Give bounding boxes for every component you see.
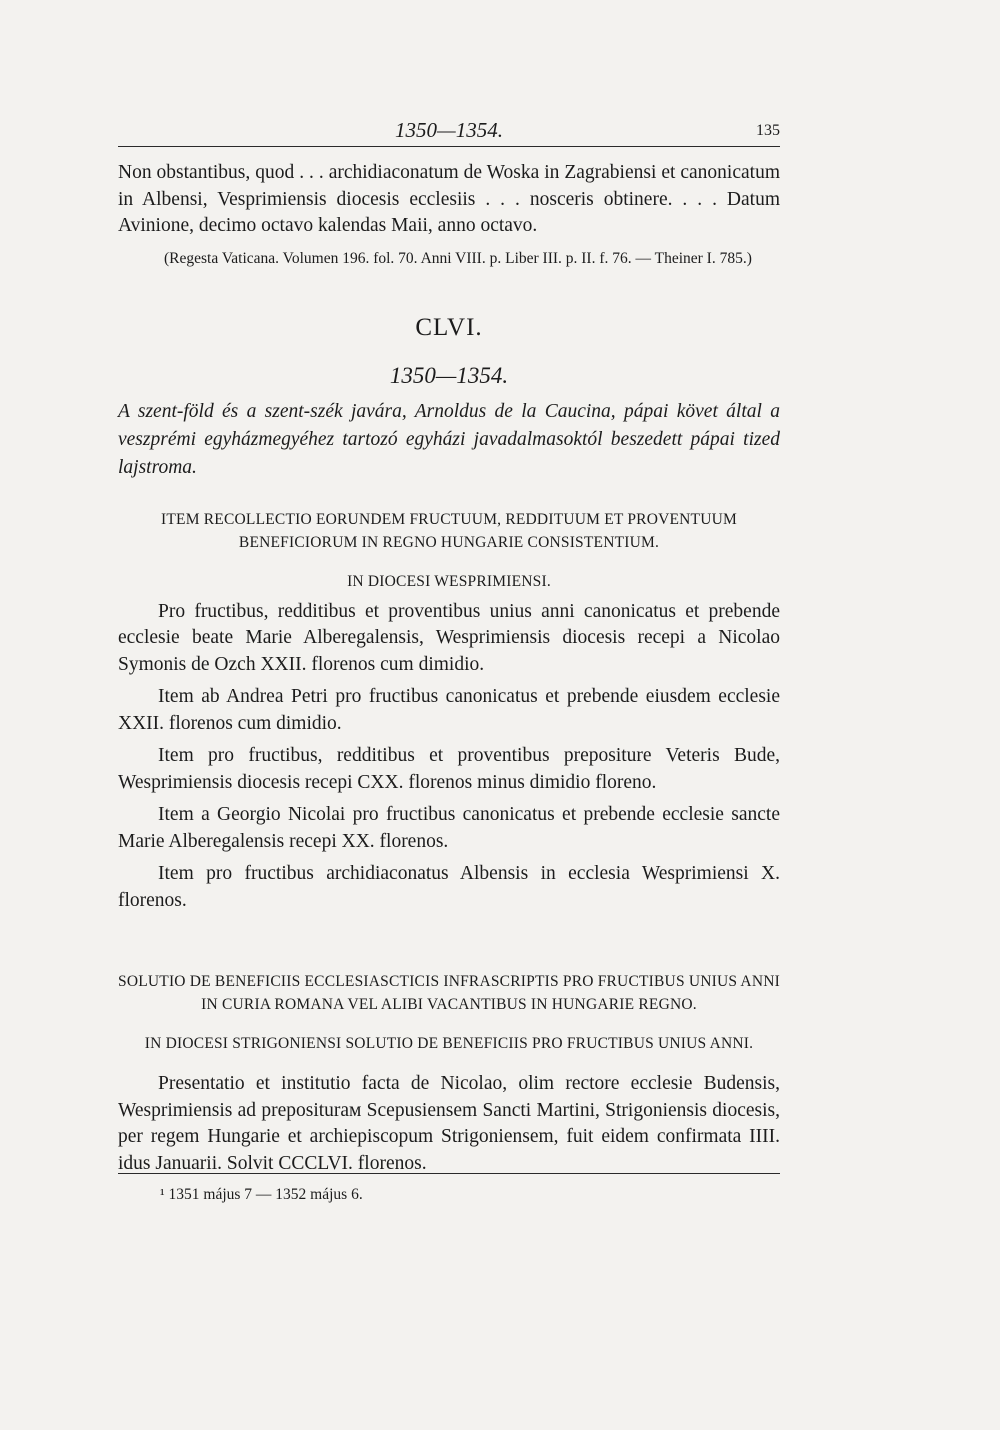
footnote-rule [118, 1173, 780, 1174]
source-note: (Regesta Vaticana. Volumen 196. fol. 70. Anni VIII. p. Liber III. p. II. f. 76. — Theiner I. 785.) [164, 249, 752, 267]
entry-paragraph: Item a Georgio Nicolai pro fructibus canonicatus et prebende ecclesie sancte Marie Alberegalensis recepi XX. florenos. [118, 804, 780, 852]
header-rule [118, 146, 780, 147]
footnote: ¹ 1351 május 7 — 1352 május 6. [160, 1186, 363, 1203]
opening-paragraph: Non obstantibus, quod . . . archidiaconatum de Woska in Zagrabiensi et canonicatum in Albensi, Vesprimiensis diocesis ecclesiis . . . nosceris obtinere. . . . Datum Avinione, decimo octavo kalendas Maii, anno octavo. [118, 162, 780, 236]
section-heading-recollectio: ITEM RECOLLECTIO EORUNDEM FRUCTUUM, REDDITUUM ET PROVENTUUM BENEFICIORUM IN REGNO HUNGARIE CONSISTENTIUM. [161, 510, 737, 551]
document-number: CLVI. [415, 313, 483, 341]
entry-paragraph: Item pro fructibus, redditibus et proventibus prepositure Veteris Bude, Wesprimiensis diocesis recepi CXX. florenos minus dimidio floreno. [118, 745, 780, 793]
entry-paragraph: Pro fructibus, redditibus et proventibus unius anni canonicatus et prebende ecclesie beate Marie Alberegalensis, Wesprimiensis diocesis recepi a Nicolao Symonis de Ozch XXII. florenos cum dimidio. [118, 600, 780, 675]
page-number: 135 [756, 122, 780, 139]
document-date: 1350—1354. [389, 363, 509, 388]
section-heading-diocese-wesprimiensis: IN DIOCESI WESPRIMIENSI. [347, 572, 551, 590]
running-title: 1350—1354. [395, 118, 503, 142]
page-body [118, 160, 780, 1177]
entry-paragraph-final: Presentatio et institutio facta de Nicolao, olim rectore ecclesie Budensis, Wesprimiensis ad prepositurам Scepusiensem Sancti Martini, Strigoniensis diocesis, per regem Hungarie et archiepiscopum Strigoniensem, fuit eidem confirmata IIII. idus Januarii. Solvit CCCLVI. florenos. [118, 1073, 780, 1174]
section-heading-diocese-strigoniensis: IN DIOCESI STRIGONIENSI SOLUTIO DE BENEFICIIS PRO FRUCTIBUS UNIUS ANNI. [144, 1035, 754, 1052]
page-header [118, 118, 780, 148]
entry-paragraph: Item ab Andrea Petri pro fructibus canonicatus et prebende eiusdem ecclesie XXII. florenos cum dimidio. [118, 686, 780, 734]
entry-paragraph: Item pro fructibus archidiaconatus Albensis in ecclesia Wesprimiensi X. florenos. [118, 863, 780, 911]
section-heading-solutio: SOLUTIO DE BENEFICIIS ECCLESIASCTICIS INFRASCRIPTIS PRO FRUCTIBUS UNIUS ANNI IN CURIA ROMANA VEL ALIBI VACANTIBUS IN HUNGARIE REGNO. [118, 973, 780, 1013]
document-regest: A szent-föld és a szent-szék javára, Arnoldus de la Caucina, pápai követ által a veszprémi egyházmegyéhez tartozó egyházi javadalmasoktól beszedett pápai tized lajstroma. [118, 400, 780, 478]
